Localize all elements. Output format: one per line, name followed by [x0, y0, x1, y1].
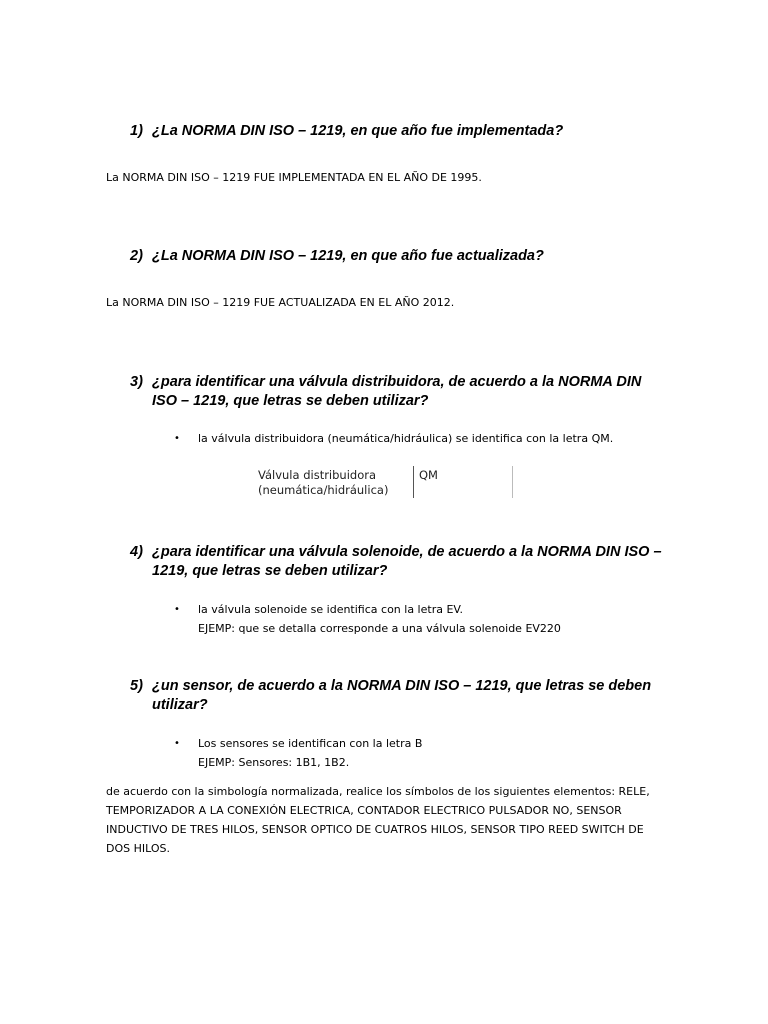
question-number: 5) [130, 678, 143, 694]
table-code: QM [419, 468, 438, 482]
bullet-icon: • [174, 604, 180, 615]
bullet-line: la válvula solenoide se identifica con la letra EV. [198, 603, 464, 616]
answer-5-bullet [174, 734, 422, 772]
question-text: ¿La NORMA DIN ISO – 1219, en que año fue implementada? [152, 123, 564, 139]
bullet-icon: • [174, 738, 180, 749]
bullet-line: EJEMP: Sensores: 1B1, 1B2. [198, 756, 350, 769]
answer-4-bullet [174, 600, 561, 638]
bullet-line: EJEMP: que se detalla corresponde a una válvula solenoide EV220 [198, 622, 561, 635]
question-4 [130, 543, 670, 581]
question-text: ¿un sensor, de acuerdo a la NORMA DIN ISO – 1219, que letras se deben utilizar? [152, 678, 652, 713]
answer-3-bullet [174, 429, 613, 448]
question-text: ¿para identificar una válvula distribuidora, de acuerdo a la NORMA DIN ISO – 1219, que letras se deben utilizar? [152, 374, 642, 409]
instructions-paragraph: de acuerdo con la simbología normalizada, realice los símbolos de los siguientes elementos: RELE, TEMPORIZADOR A LA CONEXIÓN ELECTRICA, CONTADOR ELECTRICO PULSADOR NO, SENSOR INDUCTIVO DE TRES HILOS, SENSOR OPTICO DE CUATROS HILOS, SENSOR TIPO REED SWITCH DE DOS HILOS. [106, 785, 650, 855]
valve-code-table [258, 466, 514, 500]
question-number: 2) [130, 248, 143, 264]
bullet-icon: • [174, 433, 180, 444]
table-label: Válvula distribuidora (neumática/hidráulica) [258, 468, 389, 497]
question-1 [130, 122, 670, 141]
bullet-line: Los sensores se identifican con la letra B [198, 737, 423, 750]
answer-2: La NORMA DIN ISO – 1219 FUE ACTUALIZADA EN EL AÑO 2012. [106, 296, 455, 309]
question-number: 3) [130, 374, 143, 390]
answer-1: La NORMA DIN ISO – 1219 FUE IMPLEMENTADA EN EL AÑO DE 1995. [106, 171, 482, 184]
question-text: ¿La NORMA DIN ISO – 1219, en que año fue actualizada? [152, 248, 544, 264]
question-number: 1) [130, 123, 143, 139]
question-number: 4) [130, 544, 143, 560]
table-divider [512, 466, 513, 498]
question-5 [130, 677, 670, 715]
question-text: ¿para identificar una válvula solenoide, de acuerdo a la NORMA DIN ISO – 1219, que letras se deben utilizar? [152, 544, 662, 579]
table-divider [413, 466, 414, 498]
question-2 [130, 247, 670, 266]
question-3 [130, 373, 670, 411]
bullet-line: la válvula distribuidora (neumática/hidráulica) se identifica con la letra QM. [198, 432, 614, 445]
